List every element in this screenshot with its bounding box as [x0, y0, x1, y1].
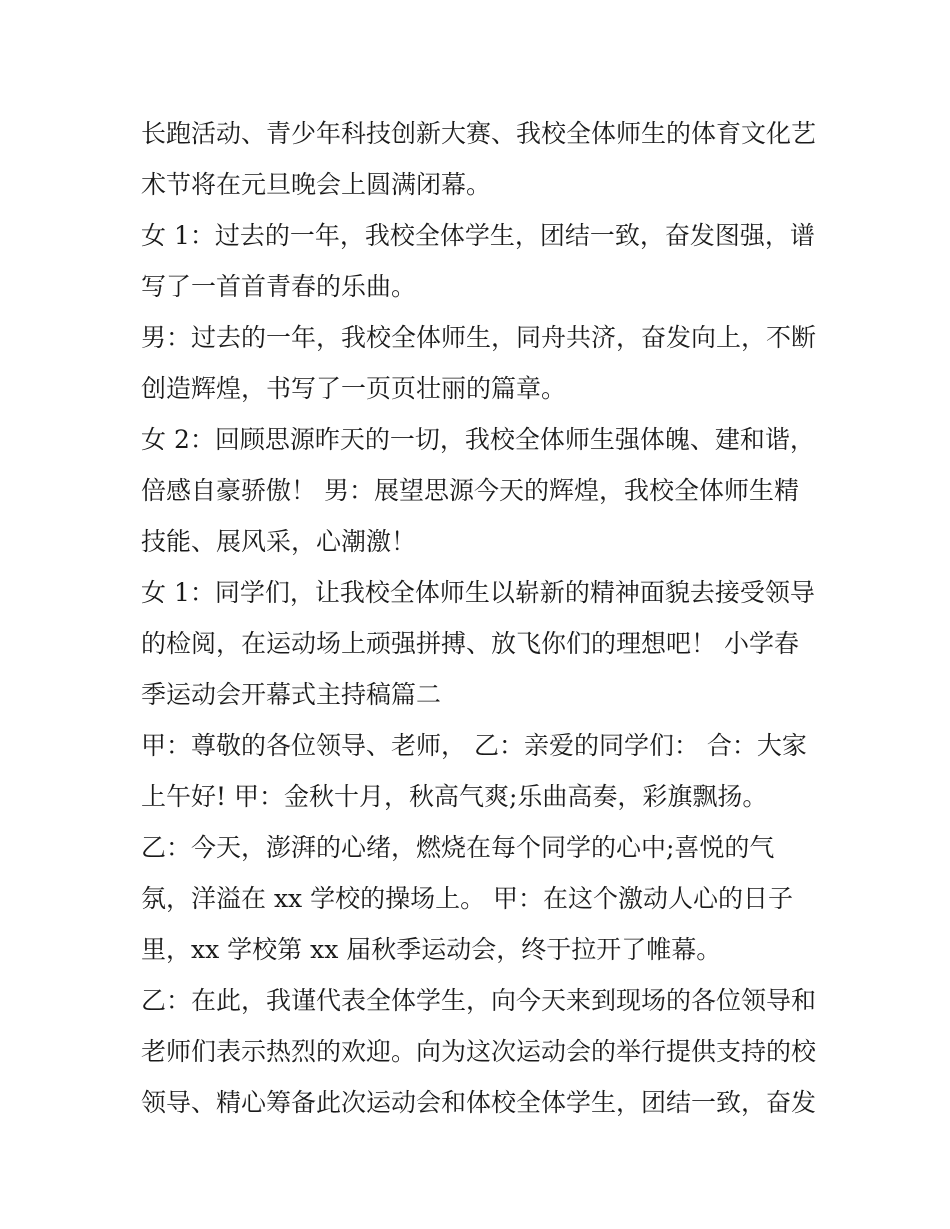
text-line: 乙：今天，澎湃的心绪，燃烧在每个同学的心中;喜悦的气	[141, 833, 775, 862]
text-line: 氛，洋溢在 xx 学校的操场上。 甲：在这个激动人心的日子	[141, 884, 794, 913]
text-line: 技能、展风采，心潮激！	[141, 527, 417, 556]
text-line: 里，xx 学校第 xx 届秋季运动会，终于拉开了帷幕。	[141, 935, 722, 964]
text-line: 女 1：过去的一年，我校全体学生，团结一致，奋发图强，谱	[141, 221, 815, 250]
text-line: 老师们表示热烈的欢迎。向为这次运动会的举行提供支持的校	[141, 1037, 817, 1066]
text-line: 乙：在此，我谨代表全体学生，向今天来到现场的各位领导和	[141, 986, 817, 1015]
document-body	[141, 108, 831, 1128]
text-line: 的检阅，在运动场上顽强拼搏、放飞你们的理想吧！ 小学春	[141, 629, 799, 658]
text-line: 长跑活动、青少年科技创新大赛、我校全体师生的体育文化艺	[141, 119, 817, 148]
text-line: 女 2：回顾思源昨天的一切，我校全体师生强体魄、建和谐，	[141, 425, 815, 454]
text-line: 写了一首首青春的乐曲。	[141, 272, 417, 301]
text-line: 术节将在元旦晚会上圆满闭幕。	[141, 170, 492, 199]
text-line: 领导、精心筹备此次运动会和体校全体学生，团结一致，奋发	[141, 1088, 817, 1117]
text-line: 甲：尊敬的各位领导、老师， 乙：亲爱的同学们： 合：大家	[141, 731, 807, 760]
text-line: 倍感自豪骄傲！ 男：展望思源今天的辉煌，我校全体师生精	[141, 476, 799, 505]
text-line: 创造辉煌，书写了一页页壮丽的篇章。	[141, 374, 567, 403]
text-line: 季运动会开幕式主持稿篇二	[141, 680, 442, 709]
text-line: 女 1：同学们，让我校全体师生以崭新的精神面貌去接受领导	[141, 578, 815, 607]
text-line: 上午好! 甲：金秋十月，秋高气爽;乐曲高奏，彩旗飘扬。	[141, 782, 768, 811]
text-line: 男：过去的一年，我校全体师生，同舟共济，奋发向上，不断	[141, 323, 817, 352]
